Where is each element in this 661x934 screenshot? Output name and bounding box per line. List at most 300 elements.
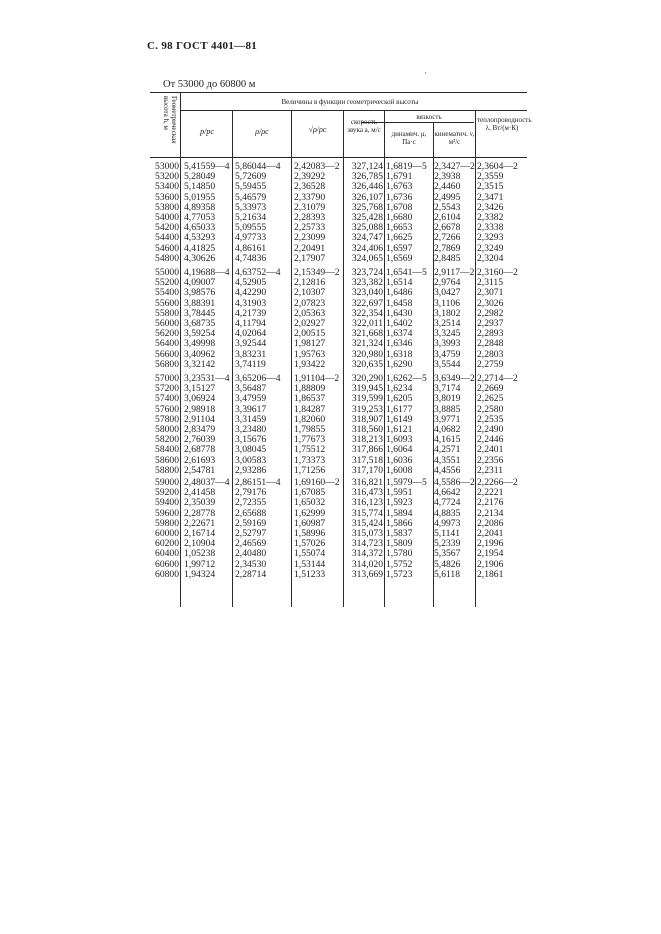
dyn-viscosity-cell: 1,6064 — [386, 444, 413, 456]
conductivity-cell: 2,2356 — [477, 454, 504, 466]
dyn-viscosity-cell: 1,5923 — [386, 497, 413, 509]
sound-speed-cell: 321,324 — [351, 338, 383, 350]
pressure-cell: 5,01955 — [184, 191, 216, 203]
dyn-viscosity-cell: 1,6177 — [386, 403, 413, 415]
sqrt-density-cell: 2,05363 — [294, 307, 326, 319]
sqrt-density-cell: 1,62999 — [294, 507, 326, 519]
kin-viscosity-cell: 3,1106 — [434, 297, 461, 309]
sound-speed-cell: 316,123 — [351, 497, 383, 509]
conductivity-cell: 2,3249 — [477, 242, 504, 254]
altitude-cell: 59800 — [155, 517, 179, 529]
density-cell: 4,86161 — [235, 242, 267, 254]
sqrt-density-cell: 2,25733 — [294, 222, 326, 234]
table-column-block — [235, 268, 291, 370]
conductivity-cell: 2,2669 — [477, 383, 504, 395]
density-cell: 5,21634 — [235, 211, 267, 223]
pressure-cell: 2,83479 — [184, 423, 216, 435]
altitude-cell: 54400 — [155, 232, 179, 244]
pressure-cell: 2,41458 — [184, 487, 216, 499]
col-separator — [475, 110, 476, 607]
density-cell: 3,15676 — [235, 434, 267, 446]
table-column-block — [184, 478, 232, 580]
dyn-viscosity-cell: 1,5809 — [386, 538, 413, 550]
kin-viscosity-cell: 4,5586—2 — [434, 477, 475, 488]
conductivity-cell: 2,3204 — [477, 252, 504, 264]
conductivity-cell: 2,2490 — [477, 423, 504, 435]
dyn-viscosity-cell: 1,6290 — [386, 358, 413, 370]
altitude-cell: 58800 — [155, 464, 179, 476]
sound-speed-cell: 325,768 — [351, 201, 383, 213]
sqrt-density-cell: 1,55074 — [294, 548, 326, 560]
sound-speed-cell: 324,065 — [351, 252, 383, 264]
sqrt-density-cell: 1,77673 — [294, 434, 326, 446]
density-cell: 4,21739 — [235, 307, 267, 319]
pressure-cell: 3,32142 — [184, 358, 216, 370]
conductivity-cell: 2,3604—2 — [477, 161, 518, 172]
dyn-viscosity-cell: 1,5723 — [386, 568, 413, 580]
conductivity-cell: 2,2446 — [477, 434, 504, 446]
conductivity-cell: 2,3026 — [477, 297, 504, 309]
dyn-viscosity-cell: 1,6597 — [386, 242, 413, 254]
dyn-viscosity-cell: 1,6736 — [386, 191, 413, 203]
conductivity-cell: 2,2937 — [477, 317, 504, 329]
dyn-viscosity-cell: 1,6149 — [386, 413, 413, 425]
pressure-cell: 5,28049 — [184, 171, 216, 183]
dyn-viscosity-cell: 1,6093 — [386, 434, 413, 446]
altitude-cell: 57400 — [155, 393, 179, 405]
kin-viscosity-cell: 3,8019 — [434, 393, 461, 405]
kin-viscosity-cell: 4,2571 — [434, 444, 461, 456]
dyn-viscosity-cell: 1,5951 — [386, 487, 413, 499]
pressure-cell: 2,61693 — [184, 454, 216, 466]
density-cell: 4,11794 — [235, 317, 266, 329]
kin-viscosity-cell: 2,7266 — [434, 232, 461, 244]
density-header: ρ/ρc — [255, 127, 269, 136]
sqrt-density-cell: 2,12816 — [294, 277, 326, 289]
table-column-block — [477, 268, 527, 370]
conductivity-header: теплопроводность λ, Вт/(м·К) — [477, 116, 532, 132]
density-cell: 3,56487 — [235, 383, 267, 395]
scan-mark: · — [424, 68, 427, 78]
sound-speed-cell: 316,473 — [351, 487, 383, 499]
pressure-cell: 1,94324 — [184, 568, 216, 580]
conductivity-cell: 2,2401 — [477, 444, 504, 456]
sound-speed-cell: 319,253 — [351, 403, 383, 415]
sqrt-density-cell: 1,82060 — [294, 413, 326, 425]
sqrt-density-cell: 2,28393 — [294, 211, 326, 223]
sound-speed-cell: 319,945 — [351, 383, 383, 395]
dyn-viscosity-cell: 1,6458 — [386, 297, 413, 309]
dyn-viscosity-cell: 1,5752 — [386, 558, 413, 570]
sound-speed-cell: 315,424 — [351, 517, 383, 529]
table-column-block — [345, 162, 383, 264]
table-top-rule — [150, 92, 527, 93]
kin-viscosity-cell: 3,9771 — [434, 413, 461, 425]
kin-viscosity-cell: 5,6118 — [434, 568, 461, 580]
altitude-cell: 53600 — [155, 191, 179, 203]
density-cell: 5,86044—4 — [235, 161, 281, 172]
dyn-viscosity-cell: 1,6402 — [386, 317, 413, 329]
table-column-block — [184, 268, 232, 370]
kin-viscosity-cell: 5,4826 — [434, 558, 461, 570]
dyn-viscosity-cell: 1,6262—5 — [386, 373, 427, 384]
dyn-viscosity-header: динамич. μ, Па·с — [391, 130, 427, 146]
table-column-block — [386, 374, 433, 476]
dyn-viscosity-cell: 1,6008 — [386, 464, 413, 476]
dyn-viscosity-cell: 1,6430 — [386, 307, 413, 319]
sound-speed-cell: 326,785 — [351, 171, 383, 183]
col-separator — [180, 92, 181, 607]
sqrt-density-cell: 2,39292 — [294, 171, 326, 183]
density-cell: 2,65688 — [235, 507, 267, 519]
density-cell: 3,23480 — [235, 423, 267, 435]
sound-speed-cell: 323,724 — [351, 267, 383, 278]
kin-viscosity-cell: 3,0427 — [434, 287, 461, 299]
density-cell: 2,79176 — [235, 487, 267, 499]
altitude-cell: 55600 — [155, 297, 179, 309]
altitude-cell: 60400 — [155, 548, 179, 560]
dyn-viscosity-cell: 1,6819—5 — [386, 161, 427, 172]
kin-viscosity-cell: 3,4759 — [434, 348, 461, 360]
density-cell: 3,74119 — [235, 358, 266, 370]
dyn-viscosity-cell: 1,5780 — [386, 548, 413, 560]
page-header: С. 98 ГОСТ 4401—81 — [147, 40, 258, 52]
density-cell: 2,86151—4 — [235, 477, 281, 488]
pressure-cell: 3,23531—4 — [184, 373, 230, 384]
dyn-viscosity-cell: 1,5866 — [386, 517, 413, 529]
group-header: Величины в функции геометрической высоты — [281, 98, 419, 106]
density-cell: 2,52797 — [235, 527, 267, 539]
kin-viscosity-cell: 5,1141 — [434, 527, 461, 539]
altitude-cell: 54800 — [155, 252, 179, 264]
pressure-cell: 5,41559—4 — [184, 161, 230, 172]
kin-viscosity-cell: 3,3993 — [434, 338, 461, 350]
pressure-cell: 2,22671 — [184, 517, 216, 529]
altitude-cell: 58200 — [155, 434, 179, 446]
dyn-viscosity-cell: 1,6121 — [386, 423, 413, 435]
altitude-cell: 53200 — [155, 171, 179, 183]
pressure-cell: 3,40962 — [184, 348, 216, 360]
sound-speed-cell: 327,124 — [351, 161, 383, 172]
sound-speed-cell: 321,668 — [351, 328, 383, 340]
sqrt-density-cell: 1,79855 — [294, 423, 326, 435]
density-cell: 4,02064 — [235, 328, 267, 340]
table-column-block — [434, 268, 475, 370]
density-cell: 5,33973 — [235, 201, 267, 213]
table-column-block — [434, 374, 475, 476]
sound-speed-cell: 318,907 — [351, 413, 383, 425]
sound-speed-cell: 314,723 — [351, 538, 383, 550]
pressure-cell: 3,59254 — [184, 328, 216, 340]
kin-viscosity-cell: 2,3938 — [434, 171, 461, 183]
altitude-cell: 60000 — [155, 527, 179, 539]
table-column-block — [477, 162, 527, 264]
conductivity-cell: 2,2535 — [477, 413, 504, 425]
sound-speed-cell: 317,518 — [351, 454, 383, 466]
density-cell: 4,97733 — [235, 232, 267, 244]
col-separator — [384, 110, 385, 607]
viscosity-header: вязкость — [416, 113, 442, 121]
dyn-viscosity-cell: 1,6514 — [386, 277, 413, 289]
pressure-cell: 2,10904 — [184, 538, 216, 550]
pressure-cell: 3,88391 — [184, 297, 216, 309]
dyn-viscosity-cell: 1,6763 — [386, 181, 413, 193]
dyn-viscosity-cell: 1,6653 — [386, 222, 413, 234]
sqrt-density-cell: 2,00515 — [294, 328, 326, 340]
dyn-viscosity-cell: 1,6486 — [386, 287, 413, 299]
sqrt-density-cell: 2,10307 — [294, 287, 326, 299]
altitude-header: Геометрическая высота h, м — [162, 96, 178, 144]
sqrt-density-header: √ρ/ρc — [308, 125, 327, 134]
pressure-cell: 4,09007 — [184, 277, 216, 289]
altitude-cell: 57000 — [155, 373, 179, 384]
density-cell: 3,47959 — [235, 393, 267, 405]
altitude-cell: 58400 — [155, 444, 179, 456]
altitude-cell: 57200 — [155, 383, 179, 395]
table-column-block — [294, 374, 344, 476]
altitude-cell: 55800 — [155, 307, 179, 319]
sound-speed-cell: 320,980 — [351, 348, 383, 360]
dyn-viscosity-cell: 1,6036 — [386, 454, 413, 466]
density-cell: 2,28714 — [235, 568, 267, 580]
conductivity-cell: 2,3160—2 — [477, 267, 518, 278]
kin-viscosity-cell: 4,1615 — [434, 434, 461, 446]
range-title: От 53000 до 60800 м — [163, 79, 256, 90]
conductivity-cell: 2,2759 — [477, 358, 504, 370]
table-column-block — [235, 478, 291, 580]
altitude-cell: 55400 — [155, 287, 179, 299]
sqrt-density-cell: 1,73373 — [294, 454, 326, 466]
sound-speed-cell: 326,107 — [351, 191, 383, 203]
density-cell: 3,92544 — [235, 338, 267, 350]
density-cell: 4,52905 — [235, 277, 267, 289]
table-column-block — [148, 478, 179, 580]
sqrt-density-cell: 1,88809 — [294, 383, 326, 395]
dyn-viscosity-cell: 1,6205 — [386, 393, 413, 405]
sqrt-density-cell: 2,20491 — [294, 242, 326, 254]
conductivity-cell: 2,1861 — [477, 568, 504, 580]
altitude-cell: 56800 — [155, 358, 179, 370]
altitude-cell: 59400 — [155, 497, 179, 509]
pressure-header: p/pc — [200, 127, 214, 136]
kin-viscosity-cell: 2,6678 — [434, 222, 461, 234]
altitude-cell: 55000 — [155, 267, 179, 278]
kin-viscosity-cell: 3,7174 — [434, 383, 461, 395]
pressure-cell: 4,65033 — [184, 222, 216, 234]
table-column-block — [345, 268, 383, 370]
conductivity-cell: 2,2221 — [477, 487, 504, 499]
dyn-viscosity-cell: 1,6680 — [386, 211, 413, 223]
sqrt-density-cell: 1,93422 — [294, 358, 326, 370]
table-column-block — [345, 374, 383, 476]
table-column-block — [294, 162, 344, 264]
sqrt-density-cell: 1,84287 — [294, 403, 326, 415]
table-column-block — [477, 478, 527, 580]
altitude-cell: 56400 — [155, 338, 179, 350]
sound-speed-cell: 318,213 — [351, 434, 383, 446]
density-cell: 3,08045 — [235, 444, 267, 456]
sqrt-density-cell: 2,02927 — [294, 317, 326, 329]
sqrt-density-cell: 1,98127 — [294, 338, 326, 350]
conductivity-cell: 2,2176 — [477, 497, 504, 509]
table-column-block — [184, 162, 232, 264]
sqrt-density-cell: 1,58996 — [294, 527, 326, 539]
kin-viscosity-cell: 2,7869 — [434, 242, 461, 254]
table-column-block — [386, 268, 433, 370]
altitude-cell: 59000 — [155, 477, 179, 488]
sound-speed-cell: 317,170 — [351, 464, 383, 476]
sqrt-density-cell: 2,15349—2 — [294, 267, 340, 278]
conductivity-cell: 2,1954 — [477, 548, 504, 560]
altitude-cell: 56600 — [155, 348, 179, 360]
pressure-cell: 4,77053 — [184, 211, 216, 223]
conductivity-cell: 2,2086 — [477, 517, 504, 529]
altitude-cell: 54000 — [155, 211, 179, 223]
table-column-block — [184, 374, 232, 476]
pressure-cell: 3,78445 — [184, 307, 216, 319]
sound-speed-cell: 320,635 — [351, 358, 383, 370]
density-cell: 5,46579 — [235, 191, 267, 203]
kin-viscosity-cell: 4,0682 — [434, 423, 461, 435]
kin-viscosity-cell: 5,2339 — [434, 538, 461, 550]
table-column-block — [345, 478, 383, 580]
conductivity-cell: 2,2893 — [477, 328, 504, 340]
density-cell: 3,31459 — [235, 413, 267, 425]
table-column-block — [235, 374, 291, 476]
density-cell: 2,59169 — [235, 517, 267, 529]
kin-viscosity-cell: 3,6349—2 — [434, 373, 475, 384]
sqrt-density-cell: 1,60987 — [294, 517, 326, 529]
sqrt-density-cell: 1,51233 — [294, 568, 326, 580]
table-column-block — [386, 478, 433, 580]
table-column-block — [148, 162, 179, 264]
altitude-cell: 56200 — [155, 328, 179, 340]
altitude-cell: 56000 — [155, 317, 179, 329]
density-cell: 4,31903 — [235, 297, 267, 309]
conductivity-cell: 2,3338 — [477, 222, 504, 234]
table-column-block — [434, 162, 475, 264]
altitude-cell: 54600 — [155, 242, 179, 254]
sound-speed-cell: 319,599 — [351, 393, 383, 405]
sqrt-density-cell: 1,91104—2 — [294, 373, 340, 384]
density-cell: 5,72609 — [235, 171, 267, 183]
sound-speed-cell: 315,073 — [351, 527, 383, 539]
sound-speed-cell: 325,428 — [351, 211, 383, 223]
pressure-cell: 3,06924 — [184, 393, 216, 405]
kin-viscosity-cell: 2,4995 — [434, 191, 461, 203]
altitude-cell: 59600 — [155, 507, 179, 519]
sound-speed-cell: 322,011 — [352, 317, 383, 329]
pressure-cell: 4,89358 — [184, 201, 216, 213]
conductivity-cell: 2,2041 — [477, 527, 504, 539]
density-cell: 5,09555 — [235, 222, 267, 234]
dyn-viscosity-cell: 1,6708 — [386, 201, 413, 213]
density-cell: 3,83231 — [235, 348, 267, 360]
table-column-block — [235, 162, 291, 264]
sound-speed-cell: 324,747 — [351, 232, 383, 244]
conductivity-cell: 2,3382 — [477, 211, 504, 223]
sqrt-density-cell: 1,57026 — [294, 538, 326, 550]
conductivity-cell: 2,2580 — [477, 403, 504, 415]
dyn-viscosity-cell: 1,5837 — [386, 527, 413, 539]
pressure-cell: 3,49998 — [184, 338, 216, 350]
pressure-cell: 4,41825 — [184, 242, 216, 254]
density-cell: 2,40480 — [235, 548, 267, 560]
altitude-cell: 54200 — [155, 222, 179, 234]
conductivity-cell: 2,1996 — [477, 538, 504, 550]
sqrt-density-cell: 1,75512 — [294, 444, 326, 456]
pressure-cell: 2,98918 — [184, 403, 216, 415]
kin-viscosity-cell: 2,9117—2 — [434, 267, 475, 278]
pressure-cell: 3,68735 — [184, 317, 216, 329]
conductivity-cell: 2,2625 — [477, 393, 504, 405]
sound-speed-cell: 314,020 — [351, 558, 383, 570]
conductivity-cell: 2,3071 — [477, 287, 504, 299]
pressure-cell: 5,14850 — [184, 181, 216, 193]
kin-viscosity-cell: 2,3427—2 — [434, 161, 475, 172]
dyn-viscosity-cell: 1,5979—5 — [386, 477, 427, 488]
dyn-viscosity-cell: 1,6346 — [386, 338, 413, 350]
dyn-viscosity-cell: 1,6234 — [386, 383, 413, 395]
density-cell: 4,42290 — [235, 287, 267, 299]
col-separator — [232, 110, 233, 607]
pressure-cell: 1,05238 — [184, 548, 216, 560]
kin-viscosity-cell: 4,6642 — [434, 487, 461, 499]
altitude-cell: 58600 — [155, 454, 179, 466]
dyn-viscosity-cell: 1,6625 — [386, 232, 413, 244]
sqrt-density-cell: 2,36528 — [294, 181, 326, 193]
density-cell: 5,59455 — [235, 181, 267, 193]
conductivity-cell: 2,1906 — [477, 558, 504, 570]
kin-viscosity-cell: 2,4460 — [434, 181, 461, 193]
kin-viscosity-cell: 2,6104 — [434, 211, 461, 223]
dyn-viscosity-cell: 1,6569 — [386, 252, 413, 264]
sqrt-density-cell: 1,95763 — [294, 348, 326, 360]
altitude-cell: 53000 — [155, 161, 179, 172]
pressure-cell: 1,99712 — [184, 558, 216, 570]
conductivity-cell: 2,3293 — [477, 232, 504, 244]
sound-speed-cell: 318,560 — [351, 423, 383, 435]
dyn-viscosity-cell: 1,6374 — [386, 328, 413, 340]
sound-speed-cell: 320,290 — [351, 373, 383, 384]
conductivity-cell: 2,3559 — [477, 171, 504, 183]
altitude-cell: 57600 — [155, 403, 179, 415]
sqrt-density-cell: 2,42083—2 — [294, 161, 340, 172]
density-cell: 4,74836 — [235, 252, 267, 264]
pressure-cell: 2,54781 — [184, 464, 216, 476]
altitude-cell: 57800 — [155, 413, 179, 425]
kin-viscosity-cell: 3,1802 — [434, 307, 461, 319]
sound-speed-cell: 322,697 — [351, 297, 383, 309]
conductivity-cell: 2,2311 — [477, 464, 504, 476]
sound-speed-cell: 313,669 — [351, 568, 383, 580]
conductivity-cell: 2,2803 — [477, 348, 504, 360]
kin-viscosity-cell: 4,9973 — [434, 517, 461, 529]
altitude-cell: 55200 — [155, 277, 179, 289]
header-bottom-rule — [150, 157, 527, 158]
conductivity-cell: 2,3515 — [477, 181, 504, 193]
sqrt-density-cell: 1,71256 — [294, 464, 326, 476]
pressure-cell: 3,98576 — [184, 287, 216, 299]
sqrt-density-cell: 2,17907 — [294, 252, 326, 264]
sound-speed-cell: 316,821 — [351, 477, 383, 488]
altitude-cell: 53400 — [155, 181, 179, 193]
conductivity-cell: 2,2134 — [477, 507, 504, 519]
conductivity-cell: 2,2848 — [477, 338, 504, 350]
pressure-cell: 2,91104 — [184, 413, 215, 425]
table-column-block — [477, 374, 527, 476]
conductivity-cell: 2,2714—2 — [477, 373, 518, 384]
